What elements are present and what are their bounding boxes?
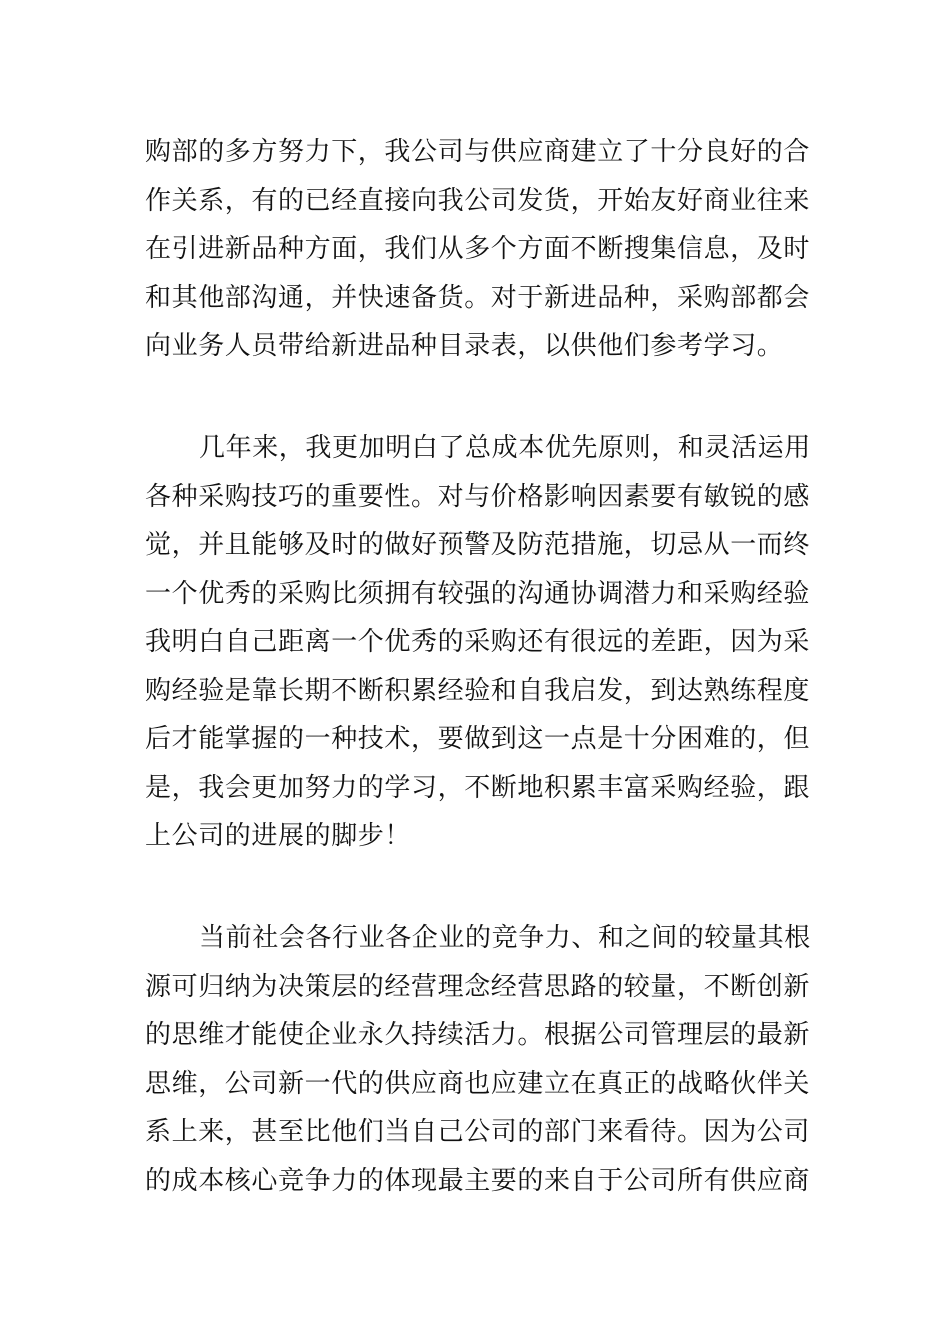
paragraph-line: 系上来，甚至比他们当自己公司的部门来看待。因为公司 xyxy=(145,1117,811,1147)
paragraph-line: 购经验是靠长期不断积累经验和自我启发，到达熟练程度 xyxy=(145,675,811,706)
paragraph-line: 的思维才能使企业永久持续活力。根据公司管理层的最新 xyxy=(145,1020,811,1050)
paragraph-line: 上公司的进展的脚步！ xyxy=(145,821,412,851)
paragraph-line: 是，我会更加努力的学习，不断地积累丰富采购经验，跟 xyxy=(145,772,811,803)
paragraph-line: 一个优秀的采购比须拥有较强的沟通协调潜力和采购经验 xyxy=(145,578,811,609)
paragraph-line: 向业务人员带给新进品种目录表，以供他们参考学习。 xyxy=(145,331,784,361)
paragraph-2 xyxy=(145,424,810,861)
paragraph-line: 各种采购技巧的重要性。对与价格影响因素要有敏锐的感 xyxy=(145,481,811,512)
paragraph-line: 觉，并且能够及时的做好预警及防范措施，切忌从一而终 xyxy=(145,530,811,560)
paragraph-line: 作关系，有的已经直接向我公司发货，开始友好商业往来 xyxy=(145,185,811,216)
paragraph-line: 思维，公司新一代的供应商也应建立在真正的战略伙伴关 xyxy=(145,1068,811,1099)
paragraph-1 xyxy=(145,128,810,371)
paragraph-line: 我明白自己距离一个优秀的采购还有很远的差距，因为采 xyxy=(145,627,811,657)
paragraph-3 xyxy=(145,914,810,1205)
paragraph-line: 和其他部沟通，并快速备货。对于新进品种，采购部都会 xyxy=(145,282,811,313)
paragraph-line: 几年来，我更加明白了总成本优先原则，和灵活运用 xyxy=(199,433,811,463)
paragraph-line: 购部的多方努力下，我公司与供应商建立了十分良好的合 xyxy=(145,137,811,167)
paragraph-line: 当前社会各行业各企业的竞争力、和之间的较量其根 xyxy=(199,923,811,953)
paragraph-line: 后才能掌握的一种技术，要做到这一点是十分困难的，但 xyxy=(145,724,811,754)
paragraph-line: 源可归纳为决策层的经营理念经营思路的较量，不断创新 xyxy=(145,971,811,1002)
paragraph-line: 的成本核心竞争力的体现最主要的来自于公司所有供应商 xyxy=(145,1165,811,1196)
paragraph-line: 在引进新品种方面，我们从多个方面不断搜集信息，及时 xyxy=(145,234,811,264)
